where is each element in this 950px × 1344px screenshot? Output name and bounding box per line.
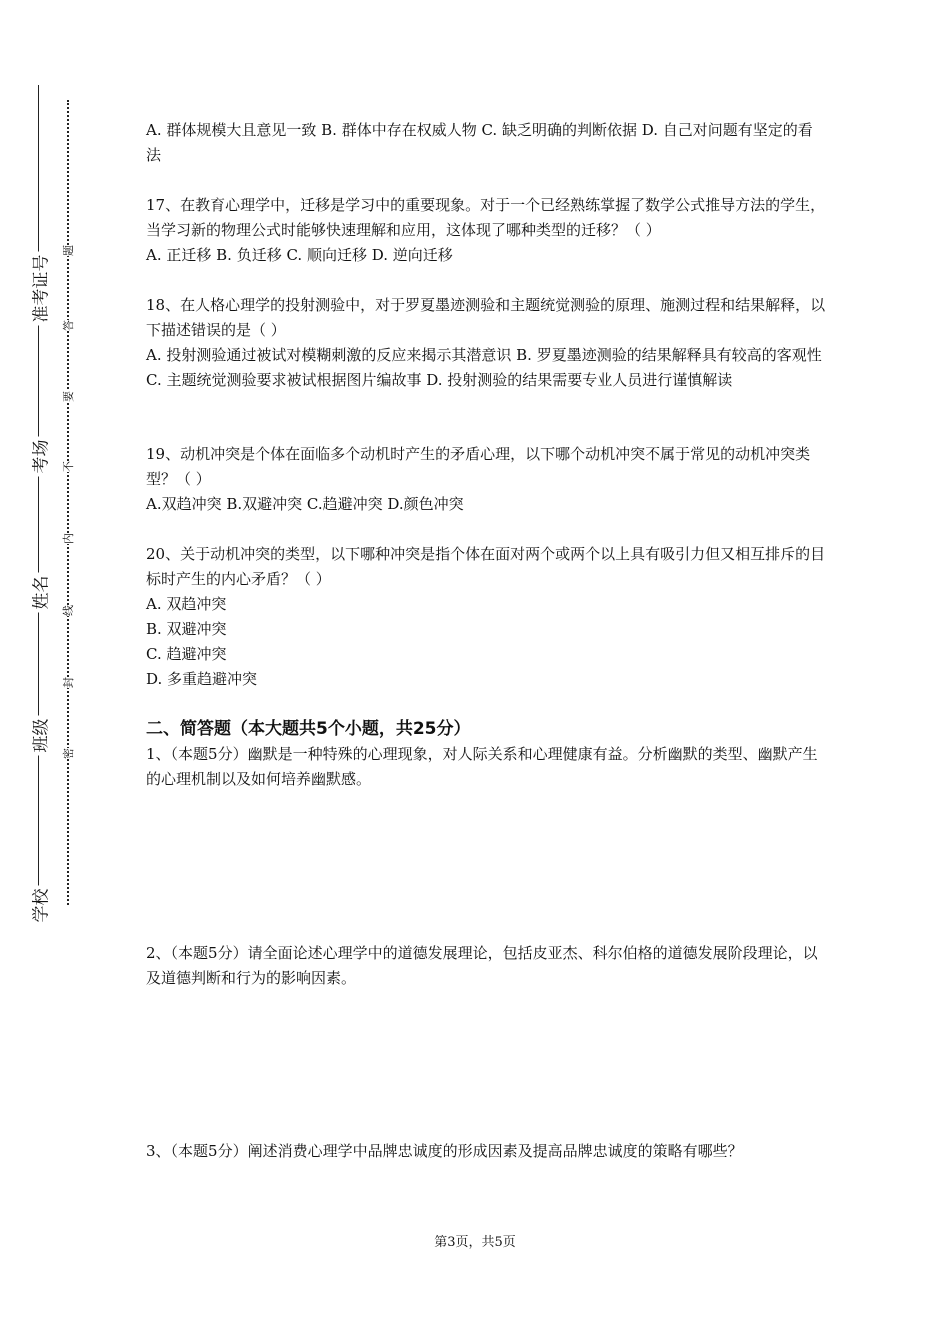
margin-solid-line (38, 85, 39, 925)
question-20-option-a: A. 双趋冲突 (146, 595, 227, 613)
question-18-stem: 18、在人格心理学的投射测验中，对于罗夏墨迹测验和主题统觉测验的原理、施测过程和结果解释，以下描述错误的是（ ） (146, 296, 826, 339)
seal-char: 内 (61, 532, 75, 544)
margin-dotted-line (67, 100, 69, 905)
class-field-label: 班级 (22, 705, 56, 765)
seal-char: 题 (61, 244, 75, 256)
short-answer-2-text: 2、（本题5分）请全面论述心理学中的道德发展理论，包括皮亚杰、科尔伯格的道德发展阶段理论，以及道德判断和行为的影响因素。 (146, 944, 818, 987)
question-19 (146, 442, 826, 517)
short-answer-2 (146, 941, 826, 991)
question-17-stem: 17、在教育心理学中，迁移是学习中的重要现象。对于一个已经熟练掌握了数学公式推导方法的学生，当学习新的物理公式时能够快速理解和应用，这体现了哪种类型的迁移？（ ） (146, 196, 826, 239)
school-field-label: 学校 (22, 875, 56, 935)
seal-char: 密 (61, 747, 75, 759)
short-answer-3 (146, 1139, 826, 1164)
question-20 (146, 542, 826, 692)
question-19-options: A.双趋冲突 B.双避冲突 C.趋避冲突 D.颜色冲突 (146, 495, 464, 513)
question-17-options: A. 正迁移 B. 负迁移 C. 顺向迁移 D. 逆向迁移 (146, 246, 453, 264)
page-footer: 第3页，共5页 (434, 1235, 516, 1250)
short-answer-1-text: 1、（本题5分）幽默是一种特殊的心理现象，对人际关系和心理健康有益。分析幽默的类型、幽默产生的心理机制以及如何培养幽默感。 (146, 745, 818, 788)
seal-char: 要 (61, 390, 75, 402)
question-20-stem: 20、关于动机冲突的类型，以下哪种冲突是指个体在面对两个或两个以上具有吸引力但又相互排斥的目标时产生的内心矛盾？（ ） (146, 545, 826, 588)
seal-char: 答 (61, 319, 75, 331)
short-answer-3-text: 3、（本题5分）阐述消费心理学中品牌忠诚度的形成因素及提高品牌忠诚度的策略有哪些？ (146, 1142, 743, 1160)
question-16-options: A. 群体规模大且意见一致 B. 群体中存在权威人物 C. 缺乏明确的判断依据 D. 自己对问题有坚定的看法 (146, 121, 813, 164)
short-answer-1 (146, 742, 826, 792)
question-18-options: A. 投射测验通过被试对模糊刺激的反应来揭示其潜意识 B. 罗夏墨迹测验的结果解释具有较高的客观性 C. 主题统觉测验要求被试根据图片编故事 D. 投射测验的结果需要专业人员进行谨慎解读 (146, 346, 822, 389)
name-field-label: 姓名 (22, 562, 56, 622)
question-18 (146, 293, 826, 393)
question-16 (146, 118, 826, 168)
question-19-stem: 19、动机冲突是个体在面临多个动机时产生的矛盾心理，以下哪个动机冲突不属于常见的动机冲突类型？（ ） (146, 445, 811, 488)
question-20-option-d: D. 多重趋避冲突 (146, 670, 258, 688)
section-2-heading: 二、简答题（本大题共5个小题，共25分） (146, 719, 471, 739)
seal-char: 线 (61, 604, 75, 616)
question-20-option-b: B. 双避冲突 (146, 620, 227, 638)
question-20-option-c: C. 趋避冲突 (146, 645, 227, 663)
seal-char: 封 (61, 676, 75, 688)
question-17 (146, 193, 826, 268)
exam-room-field-label: 考场 (22, 426, 56, 486)
exam-id-field-label: 准考证号 (22, 258, 56, 318)
binding-margin (0, 0, 110, 1344)
seal-char: 不 (61, 460, 75, 472)
